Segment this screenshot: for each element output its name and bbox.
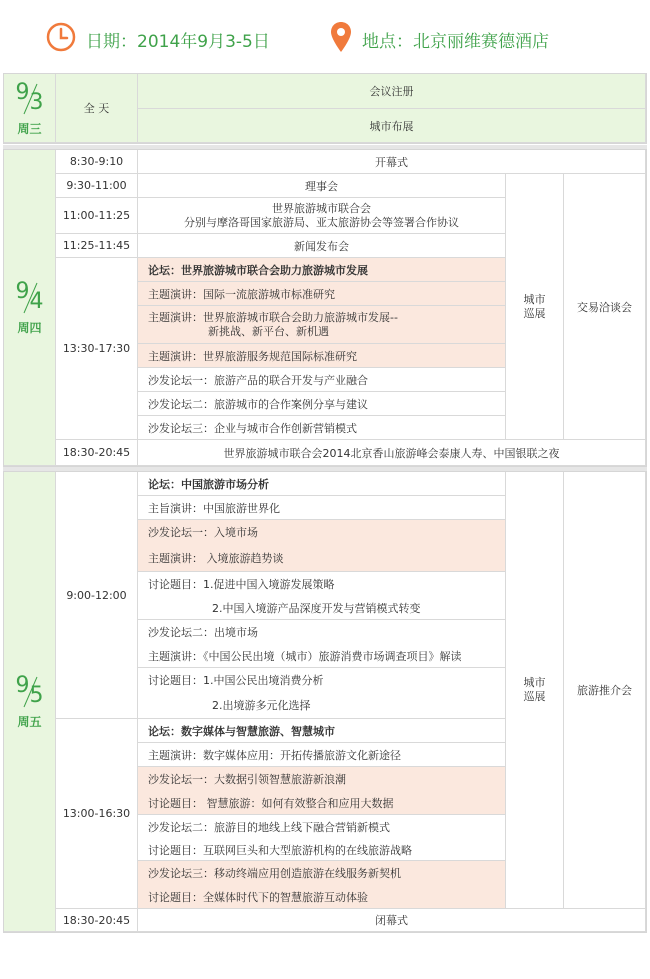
time-cell: 8:30-9:10 [56, 150, 138, 174]
time-cell: 13:30-17:30 [56, 258, 138, 440]
time-cell: 11:00-11:25 [56, 198, 138, 234]
time-cell: 18:30-20:45 [56, 909, 138, 932]
forum-item: 主题演讲：世界旅游服务规范国际标准研究 [138, 344, 506, 368]
forum-title: 论坛：世界旅游城市联合会助力旅游城市发展 [138, 258, 506, 282]
session-signing: 世界旅游城市联合会 分别与摩洛哥国家旅游局、亚太旅游协会等签署合作协议 [138, 198, 506, 234]
event-date-text: 日期：2014年9月3-5日 [86, 31, 270, 52]
event-info-header [0, 0, 650, 72]
forum-item: 主旨演讲：中国旅游世界化 [138, 496, 506, 520]
side-city-exhibition: 城市 巡展 [506, 174, 564, 440]
date-badge: 9 4 [15, 279, 44, 314]
session-city-exhibition: 城市布展 [138, 109, 646, 143]
forum-item: 主题演讲：数字媒体应用：开拓传播旅游文化新途径 [138, 743, 506, 767]
session-council: 理事会 [138, 174, 506, 198]
forum-title: 论坛：数字媒体与智慧旅游、智慧城市 [138, 719, 506, 743]
forum-item: 沙发论坛三：企业与城市合作创新营销模式 [138, 416, 506, 440]
session-evening: 世界旅游城市联合会2014北京香山旅游峰会泰康人寿、中国银联之夜 [138, 440, 646, 466]
clock-icon [46, 22, 76, 56]
forum-item: 沙发论坛二：旅游城市的合作案例分享与建议 [138, 392, 506, 416]
forum-item: 讨论题目：1.中国公民出境消费分析 [138, 668, 506, 692]
forum-item: 沙发论坛一：入境市场 [138, 520, 506, 544]
forum-title: 论坛：中国旅游市场分析 [138, 472, 506, 496]
event-location [330, 22, 549, 56]
side-promotion-meeting: 旅游推介会 [564, 472, 646, 909]
event-date [46, 22, 270, 56]
forum-item: 沙发论坛二：出境市场 [138, 620, 506, 644]
forum-item: 沙发论坛一：旅游产品的联合开发与产业融合 [138, 368, 506, 392]
weekday-label: 周三 [17, 121, 42, 136]
date-cell-sep4 [4, 150, 56, 466]
time-cell: 11:25-11:45 [56, 234, 138, 258]
forum-item: 主题演讲： 入境旅游趋势谈 [138, 544, 506, 572]
day-block-sep4 [3, 149, 647, 467]
session-press: 新闻发布会 [138, 234, 506, 258]
time-cell: 18:30-20:45 [56, 440, 138, 466]
session-opening: 开幕式 [138, 150, 646, 174]
forum-item: 讨论题目：1.促进中国入境游发展策略 [138, 572, 506, 596]
time-cell: 13:00-16:30 [56, 719, 138, 909]
day-block-sep5 [3, 471, 647, 933]
time-cell: 9:00-12:00 [56, 472, 138, 719]
time-cell: 全 天 [56, 74, 138, 143]
forum-item: 讨论题目： 智慧旅游：如何有效整合和应用大数据 [138, 791, 506, 815]
day-block-sep3 [3, 73, 647, 144]
date-badge: 9 5 [15, 673, 44, 708]
forum-item: 2.中国入境游产品深度开发与营销模式转变 [138, 596, 506, 620]
session-registration: 会议注册 [138, 74, 646, 109]
forum-item: 主题演讲：国际一流旅游城市标准研究 [138, 282, 506, 306]
side-city-exhibition: 城市 巡展 [506, 472, 564, 909]
date-badge: 9 3 [15, 79, 44, 115]
forum-item: 主题演讲：世界旅游城市联合会助力旅游城市发展-- 新挑战、新平台、新机遇 [138, 306, 506, 344]
date-cell-sep5 [4, 472, 56, 932]
forum-item: 沙发论坛三：移动终端应用创造旅游在线服务新契机 [138, 861, 506, 885]
event-location-text: 地点：北京丽维赛德酒店 [362, 31, 549, 52]
side-trade-meeting: 交易洽谈会 [564, 174, 646, 440]
location-pin-icon [330, 21, 352, 57]
forum-item: 主题演讲：《中国公民出境（城市）旅游消费市场调查项目》解读 [138, 644, 506, 668]
forum-item: 讨论题目：全媒体时代下的智慧旅游互动体验 [138, 885, 506, 909]
date-cell-sep3 [4, 74, 56, 143]
time-cell: 9:30-11:00 [56, 174, 138, 198]
session-closing: 闭幕式 [138, 909, 646, 932]
weekday-label: 周四 [17, 321, 42, 335]
forum-item: 沙发论坛一：大数据引领智慧旅游新浪潮 [138, 767, 506, 791]
forum-item: 2.出境游多元化选择 [138, 692, 506, 719]
weekday-label: 周五 [17, 715, 42, 729]
forum-item: 沙发论坛二：旅游目的地线上线下融合营销新模式 [138, 815, 506, 839]
forum-item: 讨论题目：互联网巨头和大型旅游机构的在线旅游战略 [138, 839, 506, 861]
